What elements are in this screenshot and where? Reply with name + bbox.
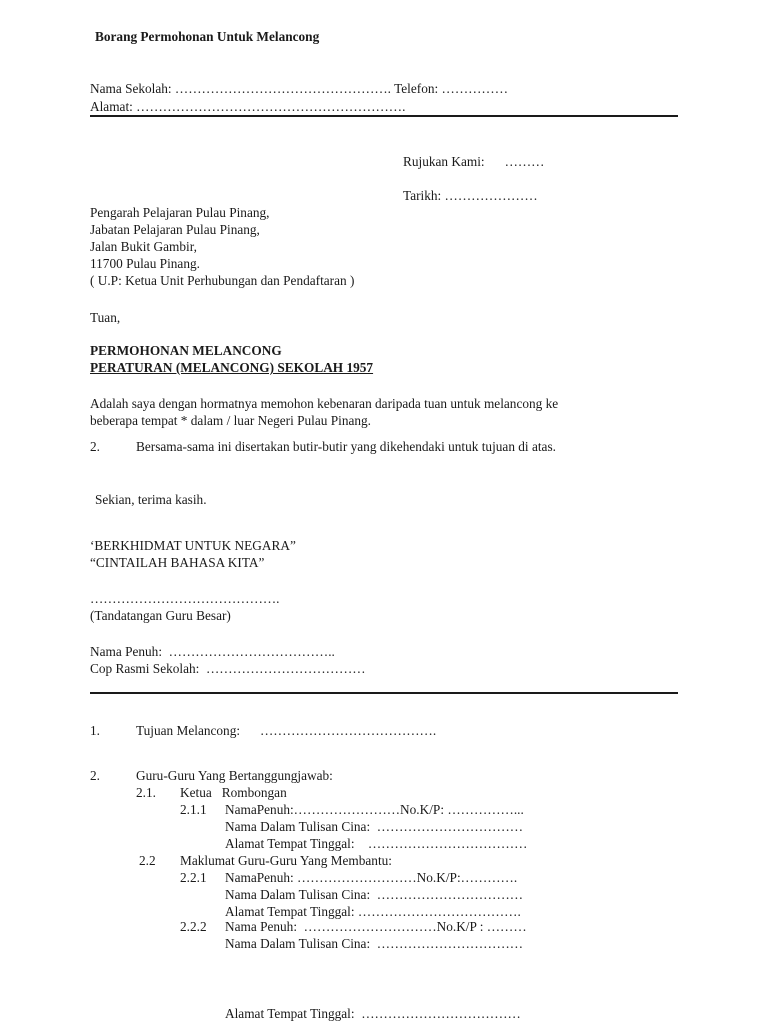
- assistant2-name-ic-field: Nama Penuh: …………………………No.K/P : ………: [225, 919, 527, 934]
- school-name-phone-line: Nama Sekolah: …………………………………………. Telefon: ……………: [90, 81, 509, 96]
- assistant-teachers-heading: Maklumat Guru-Guru Yang Membantu:: [180, 853, 392, 868]
- date-field: Tarikh: …………………: [403, 188, 538, 203]
- motto-line: “CINTAILAH BAHASA KITA”: [90, 555, 265, 570]
- item-number: 2.: [90, 768, 100, 783]
- paragraph-number: 2.: [90, 439, 100, 454]
- leader-chinese-name-field: Nama Dalam Tulisan Cina: ……………………………: [225, 819, 524, 834]
- subitem-number: 2.1.1: [180, 802, 207, 817]
- item-number: 1.: [90, 723, 100, 738]
- assistant1-chinese-name-field: Nama Dalam Tulisan Cina: ……………………………: [225, 887, 524, 902]
- school-stamp-field: Cop Rasmi Sekolah: ………………………………: [90, 661, 366, 676]
- body-paragraph-line: Adalah saya dengan hormatnya memohon kebenaran daripada tuan untuk melancong ke: [90, 396, 559, 411]
- form-title: Borang Permohonan Untuk Melancong: [95, 29, 320, 44]
- subitem-number: 2.2.2: [180, 919, 207, 934]
- assistant1-address-field: Alamat Tempat Tinggal: ……………………………….: [225, 904, 521, 919]
- subject-regulation: PERATURAN (MELANCONG) SEKOLAH 1957: [90, 360, 374, 375]
- recipient-line: Jabatan Pelajaran Pulau Pinang,: [90, 222, 260, 237]
- group-leader-heading: Ketua Rombongan: [180, 785, 287, 800]
- full-name-field: Nama Penuh: ………………………………..: [90, 644, 335, 659]
- motto-line: ‘BERKHIDMAT UNTUK NEGARA”: [90, 538, 296, 553]
- subitem-number: 2.2.1: [180, 870, 207, 885]
- subitem-number: 2.2: [139, 853, 156, 868]
- recipient-line: 11700 Pulau Pinang.: [90, 256, 200, 271]
- responsible-teachers-heading: Guru-Guru Yang Bertanggungjawab:: [136, 768, 333, 783]
- address-line: Alamat: …………………………………………………….: [90, 99, 406, 114]
- recipient-line: Jalan Bukit Gambir,: [90, 239, 197, 254]
- section-divider: [90, 692, 678, 694]
- body-paragraph-2: Bersama-sama ini disertakan butir-butir yang dikehendaki untuk tujuan di atas.: [136, 439, 556, 454]
- closing-remark: Sekian, terima kasih.: [95, 492, 207, 507]
- signature-label: (Tandatangan Guru Besar): [90, 608, 231, 623]
- assistant2-chinese-name-field: Nama Dalam Tulisan Cina: ……………………………: [225, 936, 524, 951]
- assistant1-name-ic-field: NamaPenuh: ………………………No.K/P:………….: [225, 870, 518, 885]
- body-paragraph-line: beberapa tempat * dalam / luar Negeri Pulau Pinang.: [90, 413, 371, 428]
- header-divider: [90, 115, 678, 117]
- assistant2-address-field: Alamat Tempat Tinggal: ………………………………: [225, 1006, 521, 1021]
- trip-purpose-field: Tujuan Melancong: ………………………………….: [136, 723, 437, 738]
- subitem-number: 2.1.: [136, 785, 156, 800]
- reference-number: Rujukan Kami: ………: [403, 154, 545, 169]
- recipient-line: ( U.P: Ketua Unit Perhubungan dan Pendaftaran ): [90, 273, 355, 288]
- leader-address-field: Alamat Tempat Tinggal: ………………………………: [225, 836, 528, 851]
- leader-name-ic-field: NamaPenuh:……………………No.K/P: ……………...: [225, 802, 524, 817]
- recipient-line: Pengarah Pelajaran Pulau Pinang,: [90, 205, 270, 220]
- subject-title: PERMOHONAN MELANCONG: [90, 343, 282, 358]
- signature-line: …………………………………….: [90, 591, 280, 606]
- salutation: Tuan,: [90, 310, 121, 325]
